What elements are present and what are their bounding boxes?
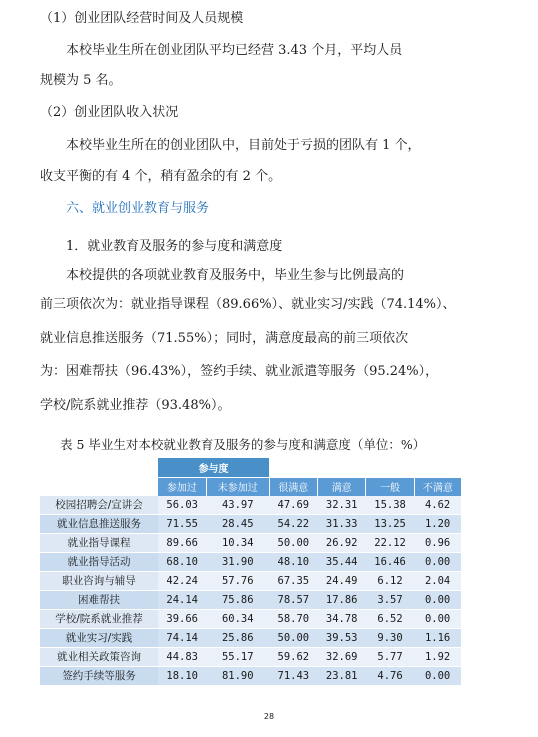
table-cell: 10.34 (206, 533, 269, 552)
section2-paragraph-line1: 本校毕业生所在的创业团队中，目前处于亏损的团队有 1 个， (66, 138, 421, 153)
table-cell: 59.62 (269, 647, 317, 666)
column-header: 一般 (366, 478, 414, 496)
table-cell: 34.78 (318, 609, 366, 628)
table-caption: 表 5 毕业生对本校就业教育及服务的参与度和满意度（单位：%） (60, 437, 426, 452)
table-cell: 71.55 (158, 514, 206, 533)
table-cell: 39.66 (158, 609, 206, 628)
table-cell: 48.10 (269, 552, 317, 571)
table-cell: 0.00 (414, 609, 461, 628)
table-cell: 58.70 (269, 609, 317, 628)
column-header: 未参加过 (206, 478, 269, 496)
table-cell: 32.31 (318, 496, 366, 515)
table-cell: 22.12 (366, 533, 414, 552)
table-cell: 78.57 (269, 590, 317, 609)
body-line-4: 为：困难帮扶（96.43%），签约手续、就业派遣等服务（95.24%）， (40, 364, 439, 379)
row-label: 校园招聘会/宣讲会 (40, 496, 158, 515)
table-cell: 31.90 (206, 552, 269, 571)
table-cell: 43.97 (206, 496, 269, 515)
table-cell: 6.52 (366, 609, 414, 628)
table-row (40, 533, 461, 552)
table-cell: 50.00 (269, 533, 317, 552)
row-label: 就业实习/实践 (40, 628, 158, 647)
table-cell: 25.86 (206, 628, 269, 647)
table-cell: 81.90 (206, 666, 269, 685)
table-cell: 57.76 (206, 571, 269, 590)
table-cell: 3.57 (366, 590, 414, 609)
participation-satisfaction-table (40, 458, 461, 686)
table-cell: 18.10 (158, 666, 206, 685)
table-cell: 0.00 (414, 666, 461, 685)
table-cell: 42.24 (158, 571, 206, 590)
section2-paragraph-line2: 收支平衡的有 4 个，稍有盈余的有 2 个。 (40, 169, 282, 184)
chapter-heading: 六、就业创业教育与服务 (66, 201, 210, 216)
table-cell: 56.03 (158, 496, 206, 515)
table-row (40, 590, 461, 609)
table-cell: 4.76 (366, 666, 414, 685)
table-cell: 1.20 (414, 514, 461, 533)
section1-paragraph-line1: 本校毕业生所在创业团队平均已经营 3.43 个月，平均人员 (66, 43, 403, 58)
table-cell: 28.45 (206, 514, 269, 533)
row-label: 就业相关政策咨询 (40, 647, 158, 666)
row-label: 职业咨询与辅导 (40, 571, 158, 590)
table-cell: 0.00 (414, 590, 461, 609)
column-header: 不满意 (414, 478, 461, 496)
column-header: 参加过 (158, 478, 206, 496)
table-cell: 1.16 (414, 628, 461, 647)
table-cell: 31.33 (318, 514, 366, 533)
row-label: 就业指导课程 (40, 533, 158, 552)
table-cell: 60.34 (206, 609, 269, 628)
row-label: 学校/院系就业推荐 (40, 609, 158, 628)
column-header: 很满意 (269, 478, 317, 496)
table-cell: 4.62 (414, 496, 461, 515)
table-cell: 54.22 (269, 514, 317, 533)
table-cell: 75.86 (206, 590, 269, 609)
table-cell: 89.66 (158, 533, 206, 552)
table-row (40, 609, 461, 628)
row-label: 就业指导活动 (40, 552, 158, 571)
table-row (40, 647, 461, 666)
table-cell: 0.00 (414, 552, 461, 571)
body-line-5: 学校/院系就业推荐（93.48%）。 (40, 398, 231, 413)
table-cell: 23.81 (318, 666, 366, 685)
table-cell: 68.10 (158, 552, 206, 571)
table-body (40, 496, 461, 686)
body-line-3: 就业信息推送服务（71.55%）；同时，满意度最高的前三项依次 (40, 331, 409, 346)
table-cell: 2.04 (414, 571, 461, 590)
table-cell: 39.53 (318, 628, 366, 647)
table-cell: 71.43 (269, 666, 317, 685)
page-number: 28 (263, 712, 275, 721)
table-cell: 9.30 (366, 628, 414, 647)
table-cell: 44.83 (158, 647, 206, 666)
table-cell: 32.69 (318, 647, 366, 666)
column-header: 满意 (318, 478, 366, 496)
subsection-title: 1．就业教育及服务的参与度和满意度 (66, 239, 283, 254)
section2-title: （2）创业团队收入状况 (40, 105, 179, 120)
body-line-1: 本校提供的各项就业教育及服务中，毕业生参与比例最高的 (66, 268, 405, 283)
table-cell: 0.96 (414, 533, 461, 552)
table-cell: 50.00 (269, 628, 317, 647)
table-row (40, 552, 461, 571)
row-label: 就业信息推送服务 (40, 514, 158, 533)
table-cell: 55.17 (206, 647, 269, 666)
table-row (40, 514, 461, 533)
table-cell: 74.14 (158, 628, 206, 647)
table-cell: 24.49 (318, 571, 366, 590)
participation-group-header: 参与度 (158, 458, 269, 478)
table-cell: 15.38 (366, 496, 414, 515)
section1-paragraph-line2: 规模为 5 名。 (40, 73, 122, 88)
table-cell: 17.86 (318, 590, 366, 609)
row-label: 签约手续等服务 (40, 666, 158, 685)
section1-title: （1）创业团队经营时间及人员规模 (40, 11, 244, 26)
table-cell: 35.44 (318, 552, 366, 571)
table-row (40, 666, 461, 685)
table-cell: 6.12 (366, 571, 414, 590)
table-row (40, 496, 461, 515)
body-line-2: 前三项依次为：就业指导课程（89.66%）、就业实习/实践（74.14%）、 (40, 297, 456, 312)
table-row (40, 571, 461, 590)
table-row (40, 628, 461, 647)
table-cell: 26.92 (318, 533, 366, 552)
table-cell: 67.35 (269, 571, 317, 590)
table-cell: 47.69 (269, 496, 317, 515)
table-cell: 16.46 (366, 552, 414, 571)
table-cell: 24.14 (158, 590, 206, 609)
row-label: 困难帮扶 (40, 590, 158, 609)
table-cell: 5.77 (366, 647, 414, 666)
table-cell: 13.25 (366, 514, 414, 533)
table-cell: 1.92 (414, 647, 461, 666)
